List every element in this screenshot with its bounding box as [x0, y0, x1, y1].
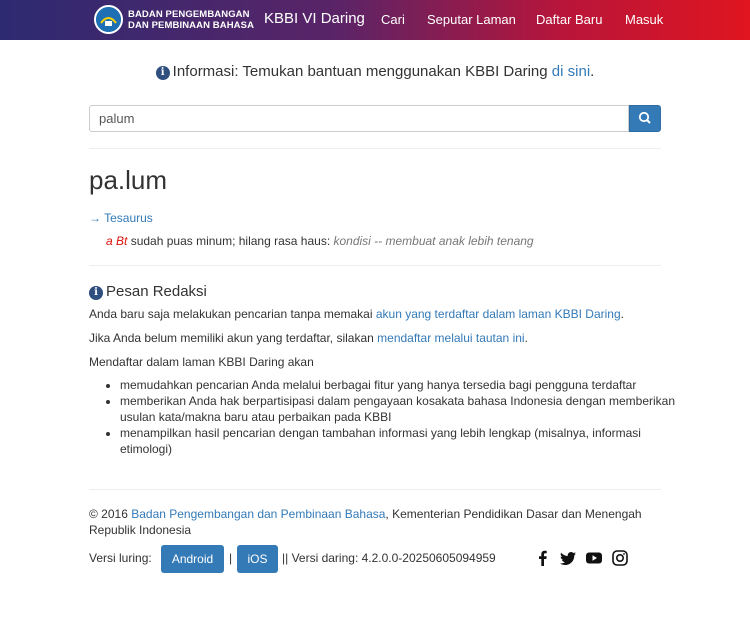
p1-end: .: [620, 307, 624, 321]
pesan-paragraph-3: Mendaftar dalam laman KBBI Daring akan: [89, 355, 314, 369]
entry-word: pa.lum: [89, 165, 168, 195]
divider: [89, 265, 661, 266]
pesan-paragraph-2: [89, 331, 661, 345]
search-icon: [630, 106, 660, 131]
search-button[interactable]: [629, 105, 661, 132]
list-item: • menampilkan hasil pencarian dengan tambahan informasi yang lebih lengkap (misalnya, informasi etimologi): [120, 425, 680, 457]
brand-line2: DAN PEMBINAAN BAHASA: [128, 20, 255, 31]
copyright-text: © 2016: [89, 507, 132, 521]
ios-button[interactable]: iOS: [237, 545, 278, 573]
versi-daring-text: || Versi daring: 4.2.0.0-20250605094959: [282, 551, 496, 565]
info-end: .: [590, 63, 595, 80]
navbar: [0, 0, 750, 40]
nav-link-seputar-laman[interactable]: Seputar Laman: [427, 12, 516, 27]
pesan-paragraph-1: [89, 307, 661, 321]
logo-icon[interactable]: [94, 5, 123, 34]
definition-example: kondisi -- membuat anak lebih tenang: [333, 234, 534, 248]
benefit-list: [89, 377, 680, 457]
info-banner: [0, 63, 750, 80]
list-item: • memudahkan pencarian Anda melalui berbagai fitur yang hanya tersedia bagi pengguna terdaftar: [120, 377, 680, 393]
facebook-icon[interactable]: [535, 550, 551, 566]
definition-text: sudah puas minum; hilang rasa haus:: [127, 234, 334, 248]
search-input[interactable]: [89, 105, 629, 132]
footer-copyright: [89, 506, 664, 538]
info-circle-icon: i: [156, 66, 170, 80]
divider: [89, 489, 661, 490]
org-link[interactable]: Badan Pengembangan dan Pembinaan Bahasa: [131, 507, 386, 521]
versi-luring-label: Versi luring:: [89, 551, 152, 565]
p2-text: Jika Anda belum memiliki akun yang terdaftar, silakan: [89, 331, 378, 345]
copyright-rest: , Kementerian Pendidikan Dasar dan Menengah Republik Indonesia: [89, 507, 642, 537]
divider: [89, 148, 661, 149]
separator: |: [229, 551, 233, 565]
p2-end: .: [524, 331, 528, 345]
list-item: • memberikan Anda hak berpartisipasi dalam pengayaan kosakata bahasa Indonesia dengan memberikan usulan kata/makna baru atau perbaikan pada KBBI: [120, 393, 680, 425]
nav-link-cari[interactable]: Cari: [381, 12, 405, 27]
register-link[interactable]: mendaftar melalui tautan ini: [377, 331, 525, 345]
help-link[interactable]: di sini: [551, 63, 591, 80]
nav-link-daftar-baru[interactable]: Daftar Baru: [536, 12, 603, 27]
site-title[interactable]: KBBI VI Daring: [264, 10, 365, 27]
youtube-icon[interactable]: [586, 550, 602, 566]
tesaurus-link[interactable]: → Tesaurus: [89, 211, 153, 225]
definition: [106, 234, 534, 248]
pesan-heading: [89, 283, 207, 300]
info-text: Informasi: Temukan bantuan menggunakan KBBI Daring: [172, 63, 552, 80]
p1-text: Anda baru saja melakukan pencarian tanpa memakai: [89, 307, 376, 321]
pesan-title: Pesan Redaksi: [106, 283, 207, 300]
twitter-icon[interactable]: [560, 550, 576, 566]
info-circle-icon: i: [89, 286, 103, 300]
brand-text[interactable]: [128, 9, 254, 31]
nav-link-masuk[interactable]: Masuk: [625, 12, 664, 27]
android-button[interactable]: Android: [161, 545, 224, 573]
registered-account-link[interactable]: akun yang terdaftar dalam laman KBBI Daring: [375, 307, 621, 321]
word-class-abbr[interactable]: a Bt: [106, 234, 128, 248]
instagram-icon[interactable]: [612, 550, 628, 566]
brand-line1: BADAN PENGEMBANGAN: [128, 9, 250, 20]
